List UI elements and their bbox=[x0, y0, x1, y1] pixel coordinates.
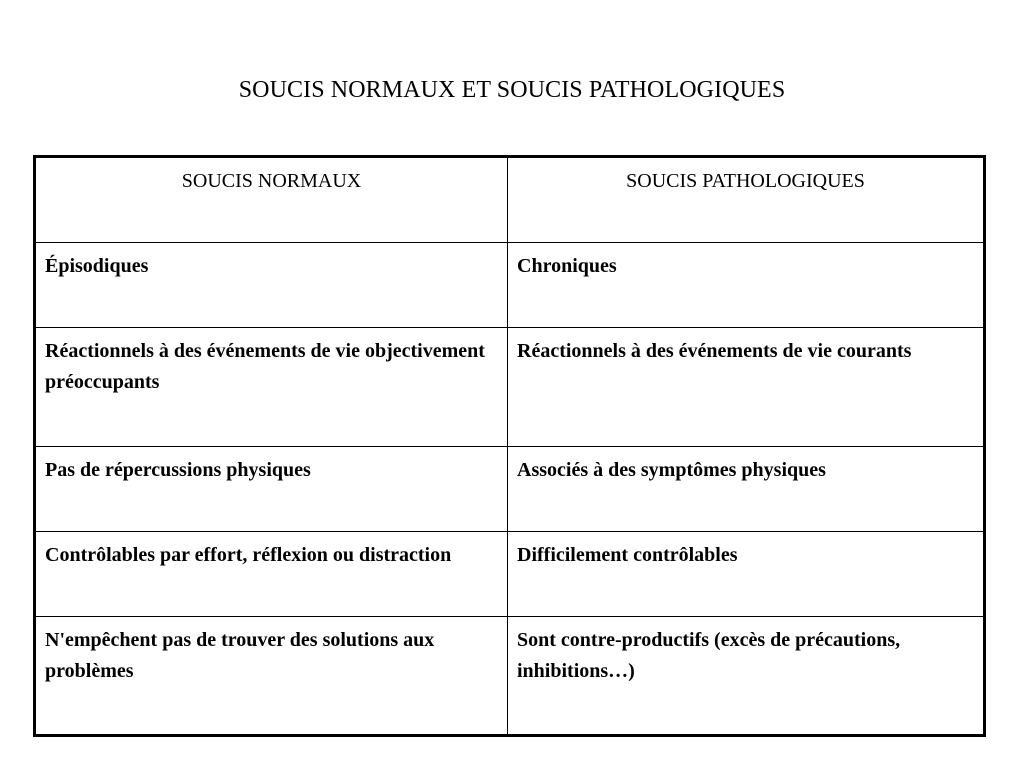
table-cell-normal: Contrôlables par effort, réflexion ou distraction bbox=[35, 532, 508, 617]
table-row bbox=[35, 328, 985, 447]
header-pathological-worries: SOUCIS PATHOLOGIQUES bbox=[508, 157, 985, 243]
table-cell-normal: Épisodiques bbox=[35, 243, 508, 328]
header-normal-worries: SOUCIS NORMAUX bbox=[35, 157, 508, 243]
comparison-table bbox=[33, 155, 986, 737]
table-cell-pathological: Associés à des symptômes physiques bbox=[508, 447, 985, 532]
table-row bbox=[35, 532, 985, 617]
table-cell-pathological: Sont contre-productifs (excès de précautions, inhibitions…) bbox=[508, 617, 985, 736]
page-title: SOUCIS NORMAUX ET SOUCIS PATHOLOGIQUES bbox=[238, 77, 786, 103]
table-cell-normal: Pas de répercussions physiques bbox=[35, 447, 508, 532]
table-row bbox=[35, 617, 985, 736]
table-cell-pathological: Difficilement contrôlables bbox=[508, 532, 985, 617]
table-row bbox=[35, 447, 985, 532]
table-cell-normal: Réactionnels à des événements de vie objectivement préoccupants bbox=[35, 328, 508, 447]
table-cell-pathological: Réactionnels à des événements de vie courants bbox=[508, 328, 985, 447]
table-row bbox=[35, 243, 985, 328]
table-header-row bbox=[35, 157, 985, 243]
table-cell-pathological: Chroniques bbox=[508, 243, 985, 328]
table-cell-normal: N'empêchent pas de trouver des solutions aux problèmes bbox=[35, 617, 508, 736]
